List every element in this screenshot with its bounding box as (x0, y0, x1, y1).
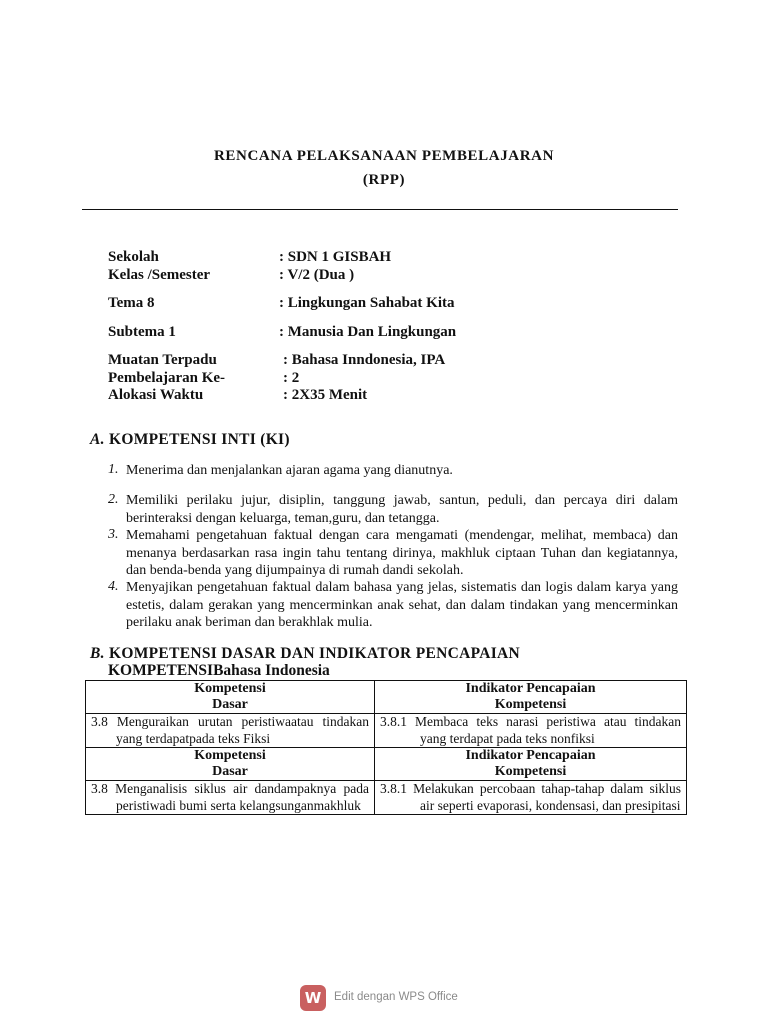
section-a-heading (90, 431, 290, 449)
header-text: Indikator Pencapaian (465, 681, 596, 696)
header-text: Kompetensi (494, 764, 567, 779)
header-indikator (375, 748, 687, 781)
section-b-heading (90, 645, 520, 663)
section-a-letter: A. (90, 431, 105, 448)
label-muatan: Muatan Terpadu (108, 352, 217, 368)
value-muatan: : Bahasa Inndonesia, IPA (283, 352, 446, 368)
ki-number: 4. (108, 579, 119, 594)
ki-item-text: Memiliki perilaku jujur, disiplin, tanggung jawab, santun, peduli, dan percaya diri dalam berinteraksi dengan keluarga, teman,guru, dan tetangga. (126, 493, 678, 526)
value-alokasi: : 2X35 Menit (283, 387, 368, 403)
label-tema: Tema 8 (108, 295, 155, 311)
kd-text: 3.8 Menganalisis siklus air dandampaknya pada peristiwadi bumi serta kelangsunganmakhluk (91, 781, 369, 813)
header-text: Kompetensi (194, 681, 266, 696)
document-title: RENCANA PELAKSANAAN PEMBELAJARAN (213, 148, 555, 164)
table-cell (86, 714, 375, 748)
table-row (86, 781, 687, 815)
indicator-text: 3.8.1 Melakukan percobaan tahap-tahap dalam siklus air seperti evaporasi, kondensasi, dan presipitasi (380, 781, 681, 813)
wps-edit-link[interactable]: Edit dengan WPS Office (334, 991, 458, 1003)
label-alokasi: Alokasi Waktu (108, 387, 204, 403)
value-tema: : Lingkungan Sahabat Kita (279, 295, 455, 311)
ki-number: 2. (108, 492, 119, 507)
value-pembelajaran: : 2 (283, 370, 300, 386)
label-subtema: Subtema 1 (108, 324, 176, 340)
wps-office-logo-icon[interactable]: W (300, 985, 326, 1011)
section-b-subtitle: KOMPETENSIBahasa Indonesia (108, 662, 330, 679)
header-text: Kompetensi (494, 697, 567, 712)
section-b-title: KOMPETENSI DASAR DAN INDIKATOR PENCAPAIAN (109, 645, 521, 662)
header-text: Dasar (212, 697, 248, 712)
ki-number: 1. (108, 462, 119, 477)
document-subtitle: (RPP) (362, 172, 406, 188)
ki-item-text: Menyajikan pengetahuan faktual dalam bahasa yang jelas, sistematis dan logis dalam karya yang estetis, dalam gerakan yang mencerminkan anak sehat, dan dalam tindakan yang mencerminkan perilaku anak beriman dan berakhlak mulia. (126, 580, 678, 630)
value-sekolah: : SDN 1 GISBAH (279, 249, 392, 265)
table-cell (86, 781, 375, 815)
ki-number: 3. (108, 527, 119, 542)
header-text: Kompetensi (194, 748, 266, 763)
indicator-text: 3.8.1 Membaca teks narasi peristiwa atau tindakan yang terdapat pada teks nonfiksi (380, 714, 681, 746)
header-kompetensi-dasar (86, 681, 375, 714)
section-b-letter: B. (90, 645, 105, 662)
title-divider (82, 209, 678, 210)
header-text: Dasar (212, 764, 248, 779)
label-kelas: Kelas /Semester (108, 267, 211, 283)
kd-indicator-table (85, 680, 687, 815)
table-header-row (86, 681, 687, 714)
table-cell (375, 781, 687, 815)
table-cell (375, 714, 687, 748)
table-header-row (86, 748, 687, 781)
kd-text: 3.8 Menguraikan urutan peristiwaatau tindakan yang terdapatpada teks Fiksi (91, 714, 369, 746)
label-pembelajaran: Pembelajaran Ke- (108, 370, 226, 386)
table-row (86, 714, 687, 748)
value-kelas: : V/2 (Dua ) (279, 267, 355, 283)
ki-item-text: Menerima dan menjalankan ajaran agama yang dianutnya. (126, 463, 453, 478)
header-kompetensi-dasar (86, 748, 375, 781)
value-subtema: : Manusia Dan Lingkungan (279, 324, 457, 340)
ki-item-text: Memahami pengetahuan faktual dengan cara mengamati (mendengar, melihat, membaca) dan menanya berdasarkan rasa ingin tahu tentang dirinya, makhluk ciptaan Tuhan dan kegiatannya, dan benda-benda yang dijumpainya di rumah dandi sekolah. (126, 528, 678, 578)
label-sekolah: Sekolah (108, 249, 159, 265)
header-indikator (375, 681, 687, 714)
section-a-title: KOMPETENSI INTI (KI) (109, 431, 290, 448)
header-text: Indikator Pencapaian (465, 748, 596, 763)
